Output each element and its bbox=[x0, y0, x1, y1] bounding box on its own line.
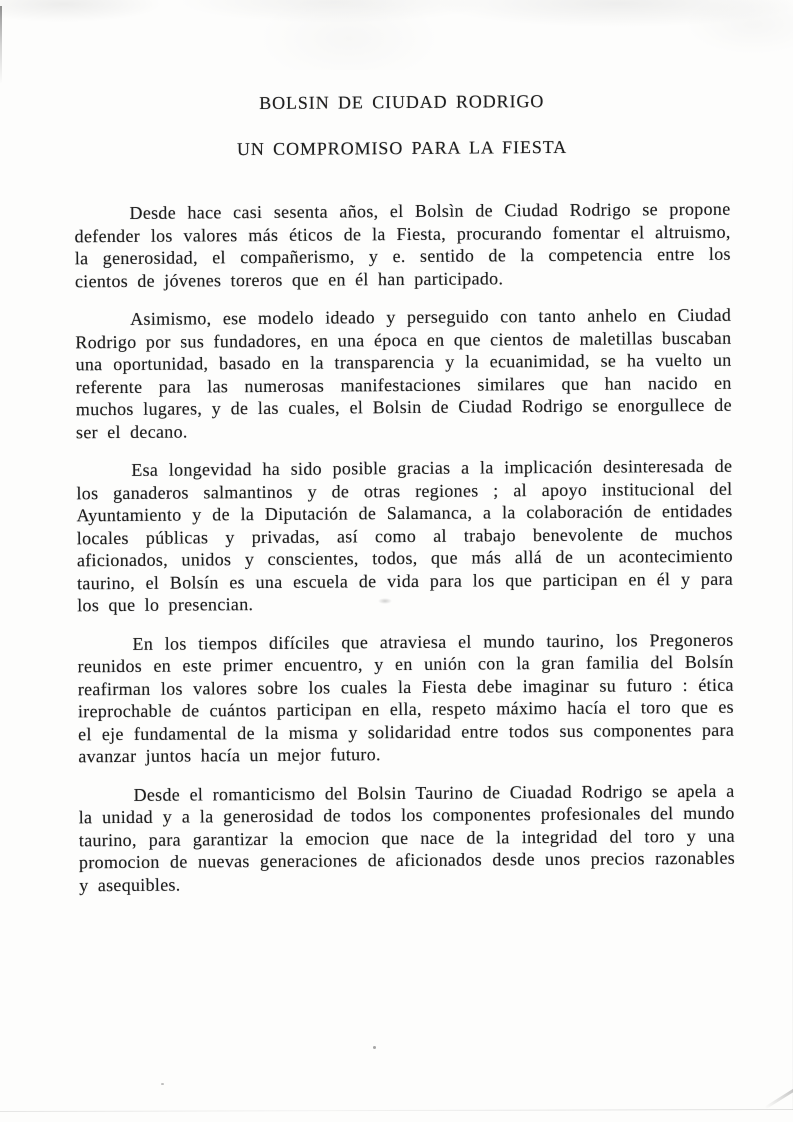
document-title: BOLSIN DE CIUDAD RODRIGO bbox=[259, 91, 545, 113]
scan-bottom-edge-line bbox=[0, 1109, 793, 1112]
scan-speck bbox=[161, 1083, 164, 1085]
scan-speck bbox=[373, 1046, 376, 1049]
scan-left-edge-mark bbox=[0, 6, 2, 84]
scan-corner-mark bbox=[764, 1086, 793, 1110]
scan-speck bbox=[378, 598, 392, 604]
paragraph-5: Desde el romanticismo del Bolsin Taurino de Ciuadad Rodrigo se apela a la unidad y a la generosidad de todos los componentes profesionales del mundo taurino, para garantizar la emocion que nace de la integridad del toro y una promocion de nuevas generaciones de aficionados desde unos precios razonables y asequibles. bbox=[78, 780, 736, 895]
paragraph-2: Asimismo, ese modelo ideado y perseguido con tanto anhelo en Ciudad Rodrigo por sus fundadores, en una época en que cientos de maletillas buscaban una oportunidad, basado en la transparencia y la ecuanimidad, se ha vuelto un referente para las numerosas manifestaciones similares que han nacido en muchos lugares, y de las cuales, el Bolsin de Ciudad Rodrigo se enorgullece de ser el decano. bbox=[75, 304, 732, 442]
paragraph-1: Desde hace casi sesenta años, el Bolsìn de Ciudad Rodrigo se propone defender los valores más éticos de la Fiesta, procurando fomentar el altruismo, la generosidad, el compañerismo, y e. sentido de la competencia entre los cientos de jóvenes toreros que en él han participado. bbox=[74, 198, 731, 291]
paragraph-4: En los tiempos difíciles que atraviesa el mundo taurino, los Pregoneros reunidos en este primer encuentro, y en unión con la gran familia del Bolsín reafirman los valores sobre los cuales la Fiesta debe imaginar su futuro : ética ireprochable de cuántos participan en ella, respeto máximo hacía el toro que es el eje fundamental de la misma y solidaridad entre todos sus componentes para avanzar juntos hacía un mejor futuro. bbox=[77, 629, 735, 767]
paragraph-3: Esa longevidad ha sido posible gracias a la implicación desinteresada de los ganaderos salmantinos y de otras regiones ; al apoyo institucional del Ayuntamiento y de la Diputación de Salamanca, a la colaboración de entidades locales públicas y privadas, así como al trabajo benevolente de muchos aficionados, unidos y conscientes, todos, que más allá de un acontecimiento taurino, el Bolsín es una escuela de vida para los que participan en él y para los que lo presencian. bbox=[76, 455, 734, 616]
document-subtitle: UN COMPROMISO PARA LA FIESTA bbox=[236, 136, 568, 160]
document-content bbox=[73, 0, 735, 912]
